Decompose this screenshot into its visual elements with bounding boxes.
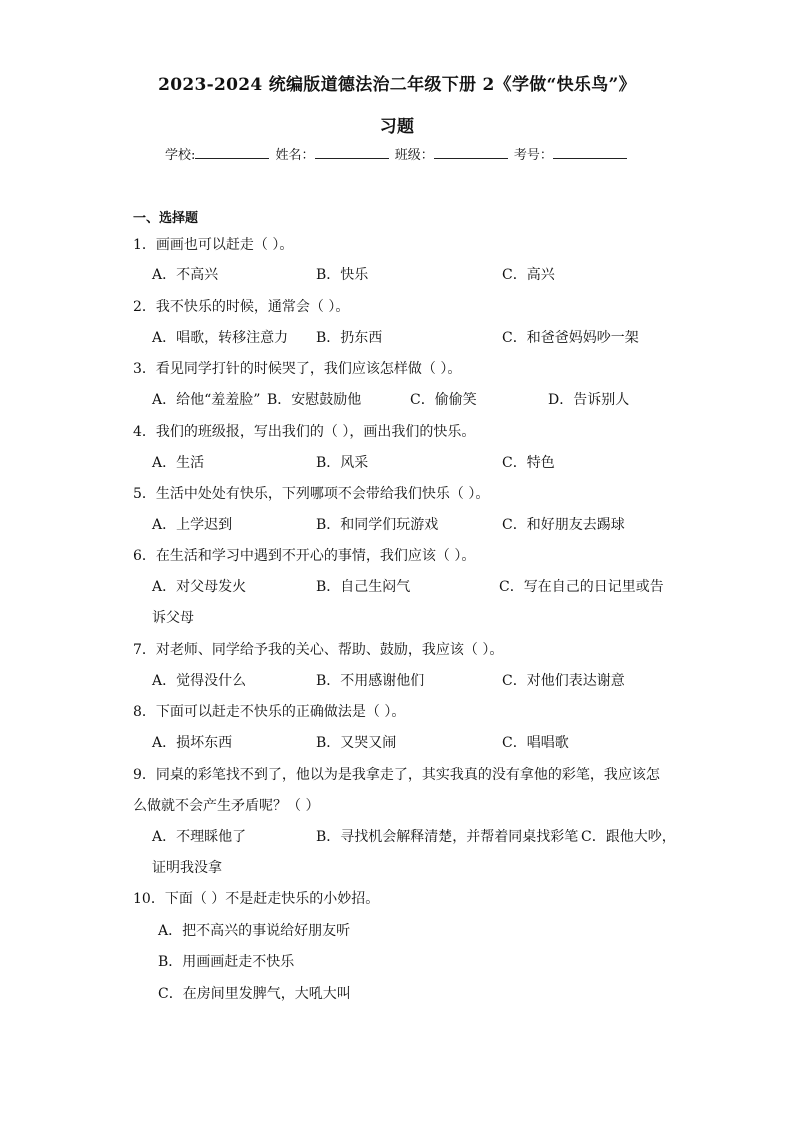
question-3-stem: 3．看见同学打针的时候哭了，我们应该怎样做（ ）。 [133,361,462,377]
question-9-stem: 9．同桌的彩笔找不到了，他以为是我拿走了，其实我真的没有拿他的彩笔，我应该怎 [133,767,660,783]
question-2-option-b: B．扔东西 [316,330,383,346]
question-1-stem: 1．画画也可以赶走（ ）。 [133,237,294,253]
question-10-stem: 10．下面（ ）不是赶走快乐的小妙招。 [133,891,380,907]
question-5-option-c: C．和好朋友去踢球 [502,517,625,533]
question-2-option-a: A．唱歌，转移注意力 [152,330,289,346]
question-5-option-b: B．和同学们玩游戏 [316,517,439,533]
question-3-option-d: D．告诉别人 [548,392,630,408]
question-3-option-a: A．给他“羞羞脸” [152,392,261,408]
question-3-option-b: B．安慰鼓励他 [267,392,362,408]
question-7-option-c: C．对他们表达谢意 [502,673,625,689]
name-blank[interactable] [315,145,389,159]
question-9-option-c-continued: 证明我没拿 [152,860,222,876]
question-6-option-a: A．对父母发火 [152,579,247,595]
question-10-option-a: A．把不高兴的事说给好朋友听 [158,923,351,939]
class-blank[interactable] [434,145,508,159]
worksheet-title-line2: 习题 [379,117,415,137]
section-title: 一、选择题 [133,211,199,226]
question-10-option-b: B．用画画赶走不快乐 [158,954,295,970]
question-6-option-b: B．自己生闷气 [316,579,411,595]
exam-number-label: 考号： [513,148,553,163]
question-9-stem-continued: 么做就不会产生矛盾呢？（ ） [133,798,320,814]
worksheet-title: 2023-2024 统编版道德法治二年级下册 2《学做“快乐鸟”》 [158,75,636,95]
question-5-stem: 5．生活中处处有快乐，下列哪项不会带给我们快乐（ ）。 [133,486,490,502]
question-10-option-c: C．在房间里发脾气，大吼大叫 [158,986,351,1002]
question-9-option-a: A．不理睬他了 [152,829,247,845]
question-2-option-c: C．和爸爸妈妈吵一架 [502,330,639,346]
question-7-option-a: A．觉得没什么 [152,673,247,689]
question-1-option-b: B．快乐 [316,267,369,283]
student-info-fields [165,144,629,163]
question-1-option-c: C．高兴 [502,267,555,283]
question-4-stem: 4．我们的班级报，写出我们的（ ），画出我们的快乐。 [133,424,476,440]
question-4-option-a: A．生活 [152,455,205,471]
question-6-option-c: C．写在自己的日记里或告 [499,579,664,595]
question-2-stem: 2．我不快乐的时候，通常会（ ）。 [133,299,350,315]
school-blank[interactable] [195,145,269,159]
question-8-option-a: A．损坏东西 [152,735,233,751]
question-4-option-c: C．特色 [502,455,555,471]
question-7-stem: 7．对老师、同学给予我的关心、帮助、鼓励，我应该（ ）。 [133,642,504,658]
exam-number-blank[interactable] [553,145,627,159]
question-8-option-c: C．唱唱歌 [502,735,569,751]
question-1-option-a: A．不高兴 [152,267,219,283]
question-8-option-b: B．又哭又闹 [316,735,397,751]
question-8-stem: 8．下面可以赶走不快乐的正确做法是（ ）。 [133,704,406,720]
class-label: 班级： [394,148,434,163]
name-label: 姓名： [275,148,315,163]
question-3-option-c: C．偷偷笑 [410,392,477,408]
question-9-option-c: C．跟他大吵， [581,829,676,845]
question-9-option-b: B．寻找机会解释清楚，并帮着同桌找彩笔 [316,829,579,845]
question-5-option-a: A．上学迟到 [152,517,233,533]
question-7-option-b: B．不用感谢他们 [316,673,425,689]
question-6-option-c-continued: 诉父母 [152,610,194,626]
question-6-stem: 6．在生活和学习中遇到不开心的事情，我们应该（ ）。 [133,548,476,564]
question-4-option-b: B．风采 [316,455,369,471]
school-label: 学校: [165,148,196,163]
